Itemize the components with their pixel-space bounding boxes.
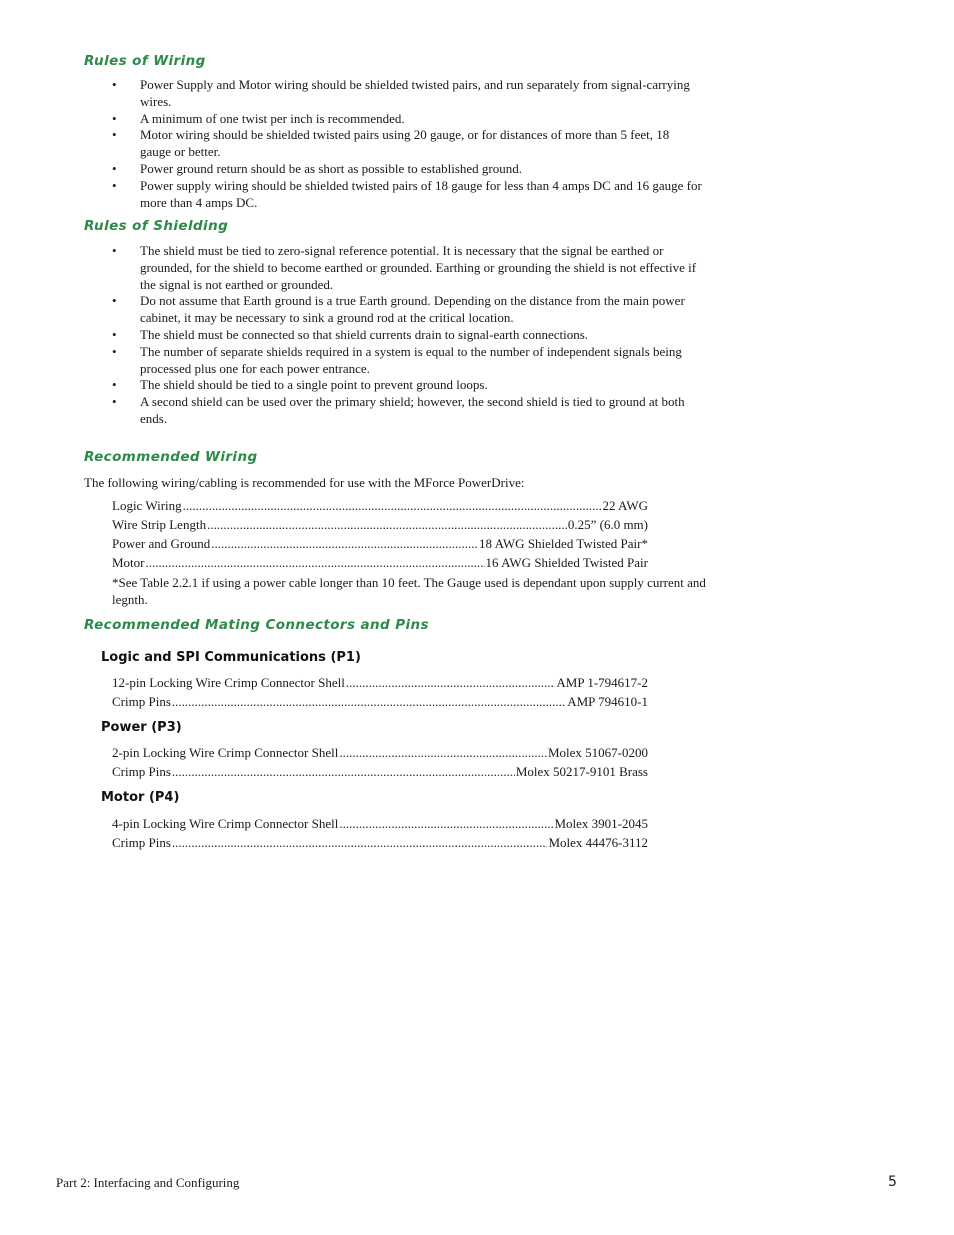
table-row: [112, 673, 648, 692]
list-item: • A second shield can be used over the primary shield; however, the second shield is tied to ground at both ends.: [112, 394, 702, 428]
list-item: • A minimum of one twist per inch is recommended.: [112, 111, 702, 128]
gauge-footnote: *See Table 2.2.1 if using a power cable longer than 10 feet. The Gauge used is dependant upon supply current and legnth.: [112, 575, 706, 607]
subheading-logic-spi-p1: Logic and SPI Communications (P1): [101, 650, 361, 665]
row-label: 2-pin Locking Wire Crimp Connector Shell: [112, 745, 339, 760]
shielding-rules-list: [112, 243, 702, 428]
row-label: Crimp Pins: [112, 694, 171, 709]
dot-leader: [346, 673, 556, 692]
subheading-power-p3: Power (P3): [101, 720, 182, 735]
row-value: 18 AWG Shielded Twisted Pair*: [479, 536, 648, 551]
row-label: Power and Ground: [112, 536, 211, 551]
table-row: [112, 553, 648, 572]
row-value: 16 AWG Shielded Twisted Pair: [485, 555, 648, 570]
connector-table-p3: [112, 743, 648, 781]
list-item: • The shield should be tied to a single point to prevent ground loops.: [112, 377, 702, 394]
row-label: 12-pin Locking Wire Crimp Connector Shell: [112, 675, 345, 690]
table-row: [112, 496, 648, 515]
row-label: Logic Wiring: [112, 498, 182, 513]
table-row: [112, 534, 648, 553]
dot-leader: [146, 553, 485, 572]
row-value: Molex 50217-9101 Brass: [515, 764, 648, 779]
list-item: • Motor wiring should be shielded twisted pairs using 20 gauge, or for distances of more than 5 feet, 18 gauge or better.: [112, 127, 702, 161]
list-item: • The shield must be tied to zero-signal reference potential. It is necessary that the signal be earthed or grounded, for the shield to become earthed or grounded. Earthing or grounding the shield is not effective if the signal is not earthed or grounded.: [112, 243, 702, 293]
row-label: Motor: [112, 555, 145, 570]
dot-leader: [207, 515, 567, 534]
table-row: [112, 814, 648, 833]
dot-leader: [183, 496, 602, 515]
row-label: Wire Strip Length: [112, 517, 207, 532]
list-item: • The number of separate shields required in a system is equal to the number of independent signals being processed plus one for each power entrance.: [112, 344, 702, 378]
row-value: AMP 1-794617-2: [556, 675, 648, 690]
connector-table-p4: [112, 814, 648, 852]
row-value: 22 AWG: [602, 498, 648, 513]
table-row: [112, 692, 648, 711]
row-value: Molex 3901-2045: [554, 816, 648, 831]
footer-section-title: Part 2: Interfacing and Configuring: [56, 1175, 240, 1190]
recommended-wiring-table: [112, 496, 648, 572]
row-value: Molex 51067-0200: [547, 745, 648, 760]
dot-leader: [339, 743, 547, 762]
table-row: [112, 833, 648, 852]
subheading-motor-p4: Motor (P4): [101, 790, 180, 805]
heading-mating-connectors: Recommended Mating Connectors and Pins: [84, 617, 429, 633]
list-item: • Do not assume that Earth ground is a true Earth ground. Depending on the distance from the main power cabinet, it may be necessary to sink a ground rod at the critical location.: [112, 293, 702, 327]
row-value: AMP 794610-1: [567, 694, 648, 709]
page-number: 5: [888, 1174, 897, 1190]
row-label: 4-pin Locking Wire Crimp Connector Shell: [112, 816, 339, 831]
recommended-wiring-intro: The following wiring/cabling is recommended for use with the MForce PowerDrive:: [84, 475, 525, 490]
heading-rules-of-wiring: Rules of Wiring: [84, 53, 206, 69]
list-item: • The shield must be connected so that shield currents drain to signal-earth connections.: [112, 327, 702, 344]
dot-leader: [211, 534, 478, 553]
heading-recommended-wiring: Recommended Wiring: [84, 449, 258, 465]
list-item: • Power Supply and Motor wiring should be shielded twisted pairs, and run separately from signal-carrying wires.: [112, 77, 702, 111]
connector-table-p1: [112, 673, 648, 711]
dot-leader: [172, 692, 566, 711]
row-value: 0.25” (6.0 mm): [567, 517, 648, 532]
dot-leader: [172, 762, 515, 781]
wiring-rules-list: [112, 77, 702, 211]
dot-leader: [339, 814, 553, 833]
table-row: [112, 743, 648, 762]
row-value: Molex 44476-3112: [548, 835, 648, 850]
list-item: • Power supply wiring should be shielded twisted pairs of 18 gauge for less than 4 amps DC and 16 gauge for more than 4 amps DC.: [112, 178, 702, 212]
dot-leader: [172, 833, 548, 852]
row-label: Crimp Pins: [112, 764, 171, 779]
heading-rules-of-shielding: Rules of Shielding: [84, 218, 229, 234]
row-label: Crimp Pins: [112, 835, 171, 850]
table-row: [112, 762, 648, 781]
table-row: [112, 515, 648, 534]
list-item: • Power ground return should be as short as possible to established ground.: [112, 161, 702, 178]
